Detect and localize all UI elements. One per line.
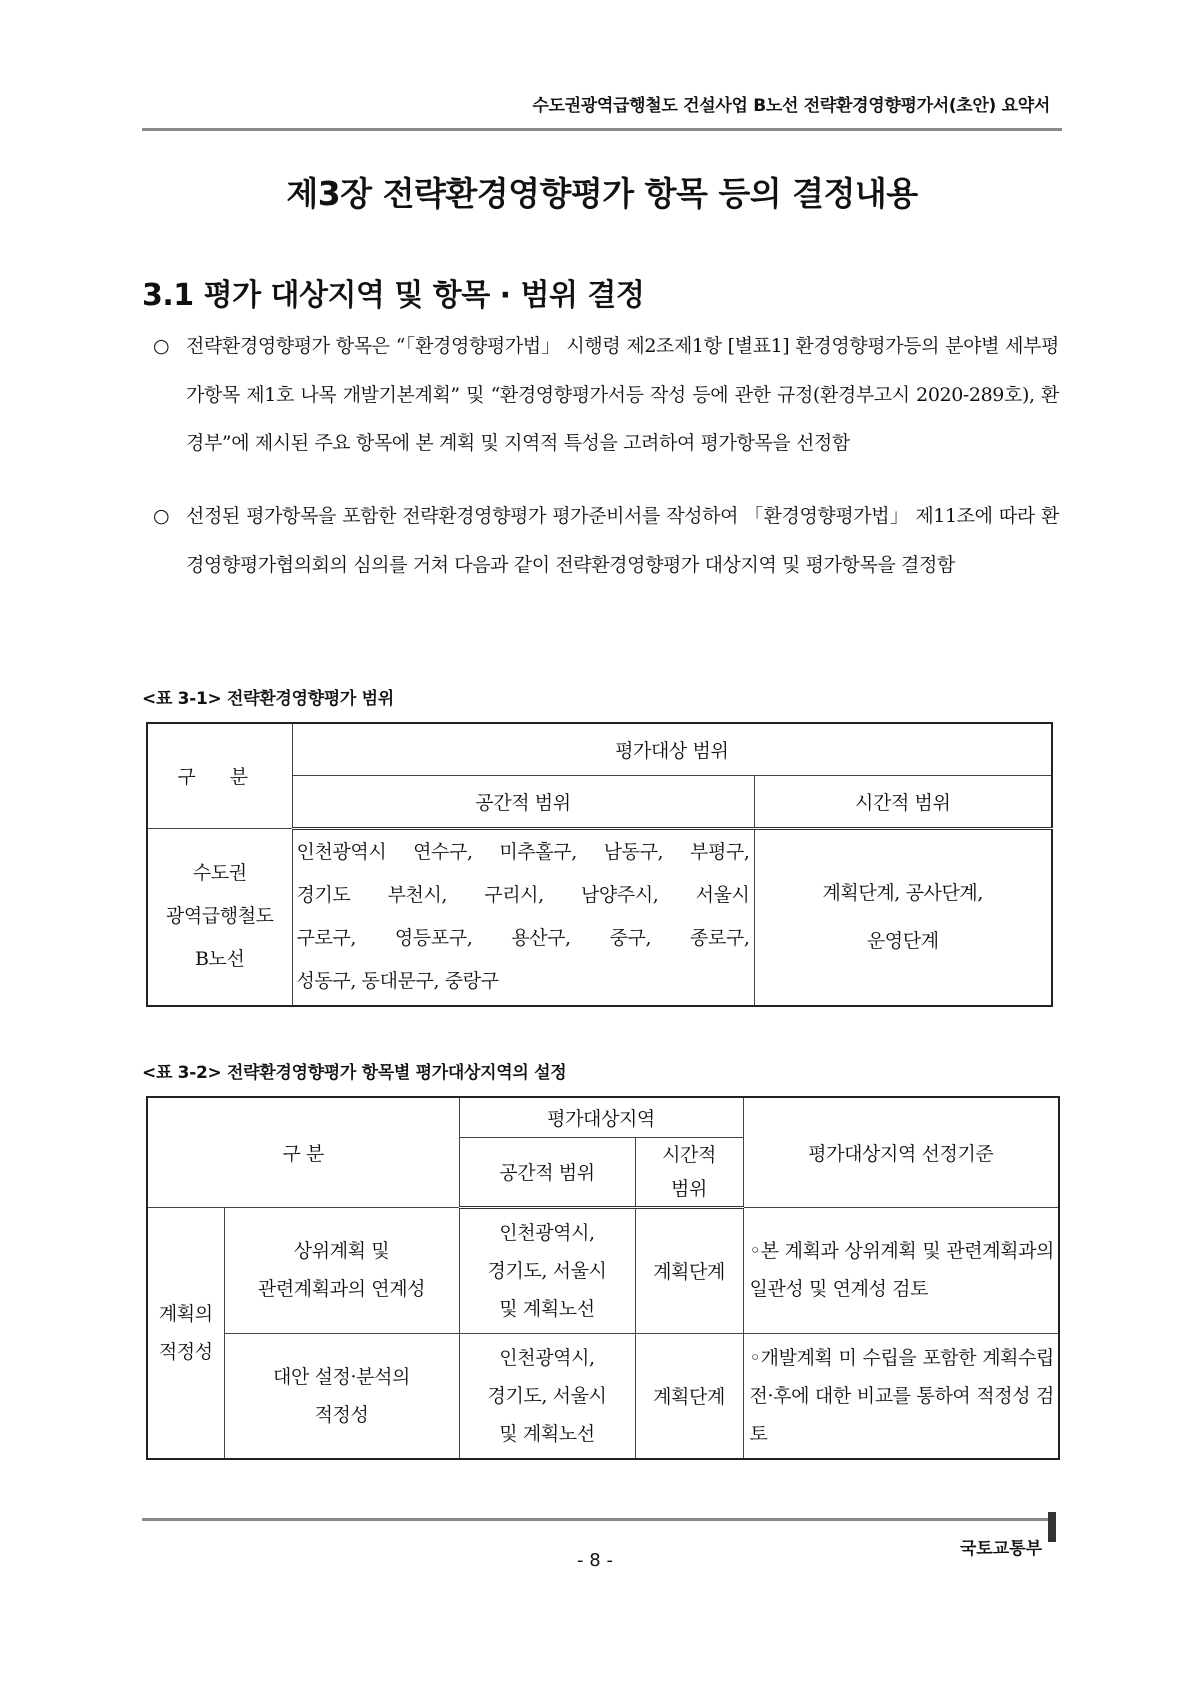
table2-header-group: 평가대상지역	[459, 1097, 743, 1137]
running-header-title: 수도권광역급행철도 건설사업 B노선 전략환경영향평가서(초안) 요약서	[532, 96, 1050, 116]
footer-rule	[142, 1518, 1050, 1521]
bullet-paragraph-2	[153, 492, 1059, 589]
table1-caption: <표 3-1> 전략환경영향평가 범위	[142, 689, 394, 709]
table2-header-criteria: 평가대상지역 선정기준	[743, 1097, 1059, 1207]
table2-caption: <표 3-2> 전략환경영향평가 항목별 평가대상지역의 설정	[142, 1063, 567, 1083]
table1-row-temporal: 계획단계, 공사단계, 운영단계	[754, 828, 1052, 1006]
footer-organization: 국토교통부	[959, 1539, 1042, 1559]
table2-row-spatial: 인천광역시, 경기도, 서울시 및 계획노선	[459, 1333, 635, 1459]
table1-header-group: 평가대상 범위	[292, 723, 1052, 775]
table2-header-temporal: 시간적 범위	[635, 1137, 743, 1207]
table2-row-criteria: ◦본 계획과 상위계획 및 관련계획과의 일관성 및 연계성 검토	[743, 1207, 1059, 1333]
footer-accent-bar	[1048, 1512, 1056, 1542]
table2-row-temporal: 계획단계	[635, 1207, 743, 1333]
table2-row-temporal: 계획단계	[635, 1333, 743, 1459]
table1-header-category: 구 분	[147, 723, 292, 828]
table2-group-label: 계획의 적정성	[147, 1207, 224, 1459]
table1-row-spatial: 인천광역시 연수구, 미추홀구, 남동구, 부평구, 경기도 부천시, 구리시, 남양주시, 서울시 구로구, 영등포구, 용산구, 중구, 종로구, 성동구, 동대문구, 중랑구	[292, 828, 754, 1006]
table1-header-temporal: 시간적 범위	[754, 775, 1052, 828]
page-number: - 8 -	[577, 1550, 613, 1571]
table2-row-spatial: 인천광역시, 경기도, 서울시 및 계획노선	[459, 1207, 635, 1333]
table1-header-spatial: 공간적 범위	[292, 775, 754, 828]
table2-header-spatial: 공간적 범위	[459, 1137, 635, 1207]
chapter-title: 제3장 전략환경영향평가 항목 등의 결정내용	[286, 174, 918, 213]
bullet-mark: ○	[153, 505, 170, 527]
evaluation-scope-table	[146, 722, 1053, 1007]
table2-row-item: 상위계획 및 관련계획과의 연계성	[224, 1207, 459, 1333]
table1-row-category: 수도권 광역급행철도 B노선	[147, 828, 292, 1006]
table2-row-item: 대안 설정·분석의 적정성	[224, 1333, 459, 1459]
header-rule	[142, 128, 1062, 131]
evaluation-area-table	[146, 1096, 1060, 1460]
bullet-mark: ○	[153, 335, 170, 357]
bullet-text: 선정된 평가항목을 포함한 전략환경영향평가 평가준비서를 작성하여 「환경영향평가법」 제11조에 따라 환경영향평가협의회의 심의를 거쳐 다음과 같이 전략환경영향평가 대상지역 및 평가항목을 결정함	[186, 505, 1059, 576]
section-title: 3.1 평가 대상지역 및 항목 · 범위 결정	[142, 278, 645, 313]
bullet-paragraph-1	[153, 322, 1059, 468]
bullet-text: 전략환경영향평가 항목은 “「환경영향평가법」 시행령 제2조제1항 [별표1] 환경영향평가등의 분야별 세부평가항목 제1호 나목 개발기본계획” 및 “환경영향평가서등 작성 등에 관한 규정(환경부고시 2020-289호), 환경부”에 제시된 주요 항목에 본 계획 및 지역적 특성을 고려하여 평가항목을 선정함	[186, 335, 1059, 454]
table2-row-criteria: ◦개발계획 미 수립을 포함한 계획수립 전·후에 대한 비교를 통하여 적정성 검토	[743, 1333, 1059, 1459]
table2-header-category: 구 분	[147, 1097, 459, 1207]
